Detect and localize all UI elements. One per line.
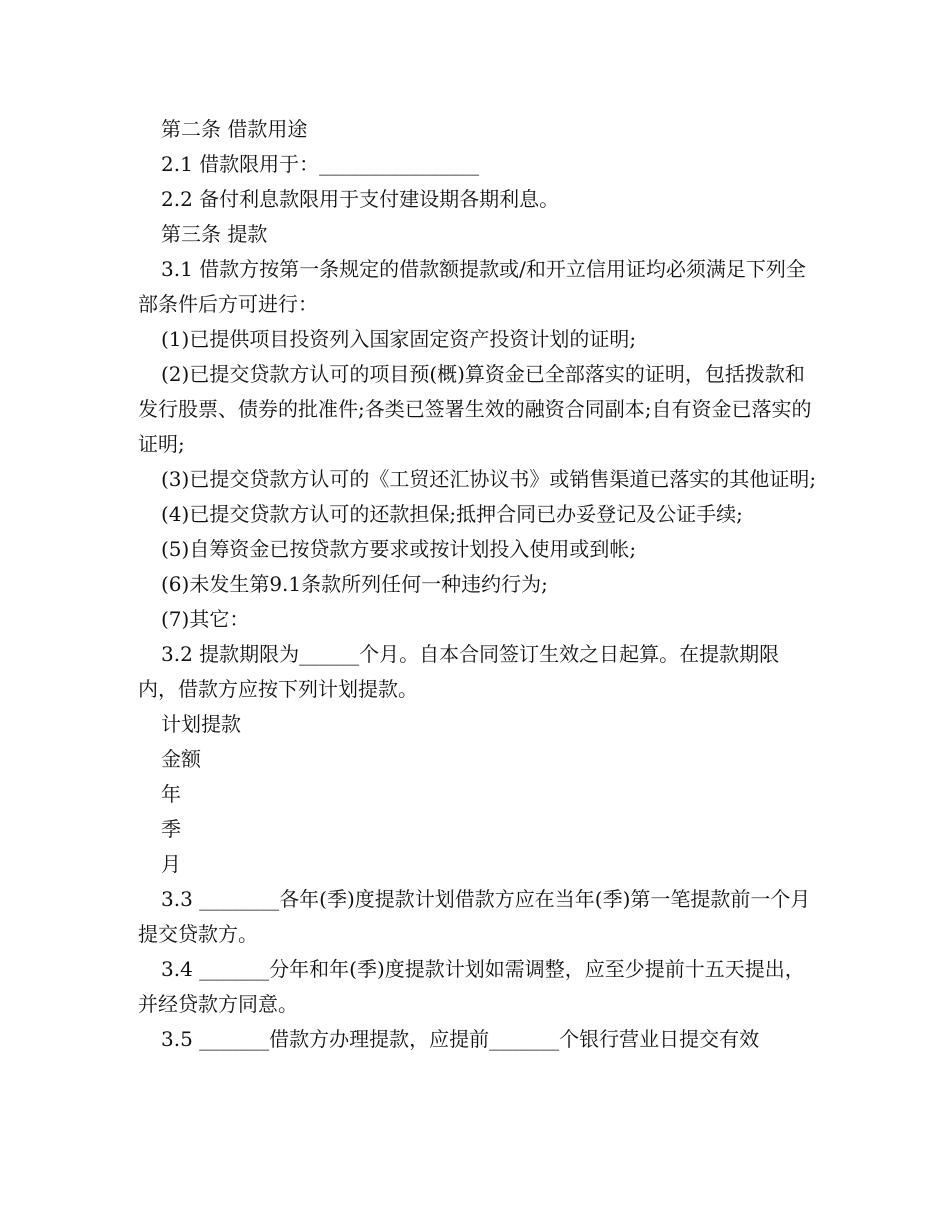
plan-label: 月 (161, 852, 181, 876)
condition-item: (5)自筹资金已按贷款方要求或按计划投入使用或到帐; (161, 537, 637, 561)
condition-item: (7)其它： (161, 607, 250, 631)
condition-item: (4)已提交贷款方认可的还款担保;抵押合同已办妥登记及公证手续; (161, 502, 743, 526)
plan-label: 金额 (161, 747, 201, 771)
condition-item: (2)已提交贷款方认可的项目预(概)算资金已全部落实的证明，包括拨款和发行股票、债券的批准件;各类已签署生效的融资合同副本;自有资金已落实的证明; (138, 362, 812, 456)
condition-item: (3)已提交贷款方认可的《工贸还汇协议书》或销售渠道已落实的其他证明; (161, 467, 817, 491)
article-heading: 第三条 提款 (161, 222, 268, 246)
clause-paragraph: 3.3 ________各年(季)度提款计划借款方应在当年(季)第一笔提款前一个月提交贷款方。 (138, 887, 811, 946)
document-body (138, 112, 818, 1057)
clause-paragraph: 3.2 提款期限为______个月。自本合同签订生效之日起算。在提款期限内，借款方应按下列计划提款。 (138, 642, 780, 701)
plan-label: 季 (161, 817, 181, 841)
plan-label: 计划提款 (161, 712, 241, 736)
clause-paragraph: 2.2 备付利息款限用于支付建设期各期利息。 (161, 187, 560, 211)
condition-item: (6)未发生第9.1条款所列任何一种违约行为; (161, 572, 548, 596)
article-heading: 第二条 借款用途 (161, 117, 308, 141)
clause-paragraph: 3.1 借款方按第一条规定的借款额提款或/和开立信用证均必须满足下列全部条件后方可进行： (138, 257, 806, 316)
condition-item: (1)已提供项目投资列入国家固定资产投资计划的证明; (161, 327, 637, 351)
plan-label: 年 (161, 782, 181, 806)
clause-paragraph: 3.5 _______借款方办理提款，应提前_______个银行营业日提交有效 (161, 1027, 760, 1051)
clause-paragraph: 3.4 _______分年和年(季)度提款计划如需调整，应至少提前十五天提出，并经贷款方同意。 (138, 957, 805, 1016)
clause-paragraph: 2.1 借款限用于：________________ (161, 152, 480, 176)
